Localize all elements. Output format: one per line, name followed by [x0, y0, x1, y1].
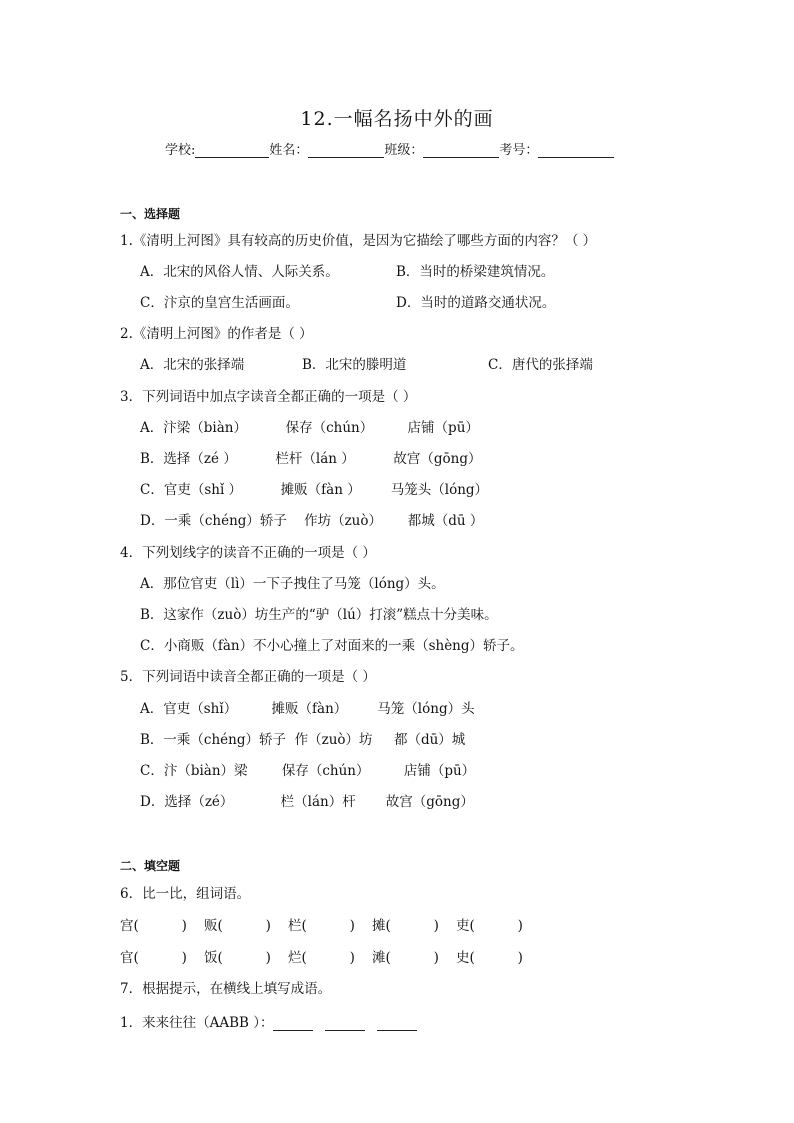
q6-row1-cell: 吏( ) — [456, 918, 523, 934]
q6-row2-cell: 烂( ) — [288, 950, 355, 966]
q5-option-d: D．选择（zé） 栏（lán）杆 故宫（gōng） — [140, 794, 474, 810]
q3-option-c: C．官吏（shǐ ） 摊贩（fàn ） 马笼头（lóng） — [140, 482, 489, 498]
q6-row1-cell: 栏( ) — [288, 918, 355, 934]
q6-row1-cell: 摊( ) — [372, 918, 439, 934]
class-label: 班级： — [384, 143, 424, 158]
q5-option-a: A．官吏（shǐ） 摊贩（fàn） 马笼（lóng）头 — [140, 701, 475, 717]
q6-row2-cell: 官( ) — [120, 950, 187, 966]
q6-row2-cell: 史( ) — [456, 950, 523, 966]
q7-item-1-label: 1．来来往往（AABB ）： — [120, 1015, 274, 1031]
page-title: 12.一幅名扬中外的画 — [300, 108, 494, 130]
q5-option-b: B．一乘（chéng）轿子 作（zuò）坊 都（dū）城 — [140, 732, 466, 748]
q6-row2-cell: 滩( ) — [372, 950, 439, 966]
exam-no-blank[interactable] — [538, 143, 614, 158]
q2-option-a: A．北宋的张择端 — [140, 357, 245, 373]
q5-option-c: C．汴（biàn）梁 保存（chún） 店铺（pū） — [140, 763, 476, 779]
q1-option-b: B．当时的桥梁建筑情况。 — [396, 264, 555, 280]
q2-option-b: B．北宋的滕明道 — [302, 357, 407, 373]
name-label: 姓名： — [269, 143, 309, 158]
question-4: 4．下列划线字的读音不正确的一项是（ ） — [120, 545, 376, 561]
q4-option-c: C．小商贩（fàn）不小心撞上了对面来的一乘（shèng）轿子。 — [140, 638, 524, 654]
answer-blank[interactable] — [325, 1016, 365, 1031]
exam-no-label: 考号： — [499, 143, 539, 158]
q3-option-d: D．一乘（chéng）轿子 作坊（zuò） 都城（dū ） — [140, 513, 484, 529]
q6-row1-cell: 宫( ) — [120, 918, 187, 934]
question-3: 3．下列词语中加点字读音全都正确的一项是（ ） — [120, 389, 417, 405]
q1-option-a: A．北宋的风俗人情、人际关系。 — [140, 264, 339, 280]
class-blank[interactable] — [423, 143, 499, 158]
q1-option-c: C．汴京的皇宫生活画面。 — [140, 295, 299, 311]
answer-blank[interactable] — [273, 1016, 313, 1031]
q7-item-1 — [120, 1011, 429, 1031]
question-2: 2.《清明上河图》的作者是（ ） — [120, 326, 313, 342]
q2-option-c: C．唐代的张择端 — [488, 357, 593, 373]
q3-option-a: A．汴梁（biàn） 保存（chún） 店铺（pū） — [140, 420, 479, 436]
question-5: 5．下列词语中读音全都正确的一项是（ ） — [120, 669, 376, 685]
answer-blank[interactable] — [377, 1016, 417, 1031]
section-heading-fill: 二、填空题 — [120, 859, 181, 873]
school-label: 学校: — [165, 143, 196, 158]
question-6: 6．比一比，组词语。 — [120, 886, 251, 902]
q6-row2-cell: 饭( ) — [204, 950, 271, 966]
name-blank[interactable] — [308, 143, 384, 158]
q1-option-d: D．当时的道路交通状况。 — [396, 295, 556, 311]
student-info-line — [165, 139, 614, 158]
question-1: 1.《清明上河图》具有较高的历史价值，是因为它描绘了哪些方面的内容？（ ） — [120, 233, 597, 249]
question-7: 7．根据提示，在横线上填写成语。 — [120, 981, 332, 997]
q4-option-a: A．那位官吏（lì）一下子拽住了马笼（lóng）头。 — [140, 576, 445, 592]
school-blank[interactable] — [195, 143, 269, 158]
section-heading-choice: 一、选择题 — [120, 207, 181, 221]
q3-option-b: B．选择（zé ） 栏杆（lán ） 故宫（gōng） — [140, 451, 482, 467]
q6-row1-cell: 贩( ) — [204, 918, 271, 934]
q4-option-b: B．这家作（zuò）坊生产的“驴（lú）打滚”糕点十分美味。 — [140, 607, 498, 623]
